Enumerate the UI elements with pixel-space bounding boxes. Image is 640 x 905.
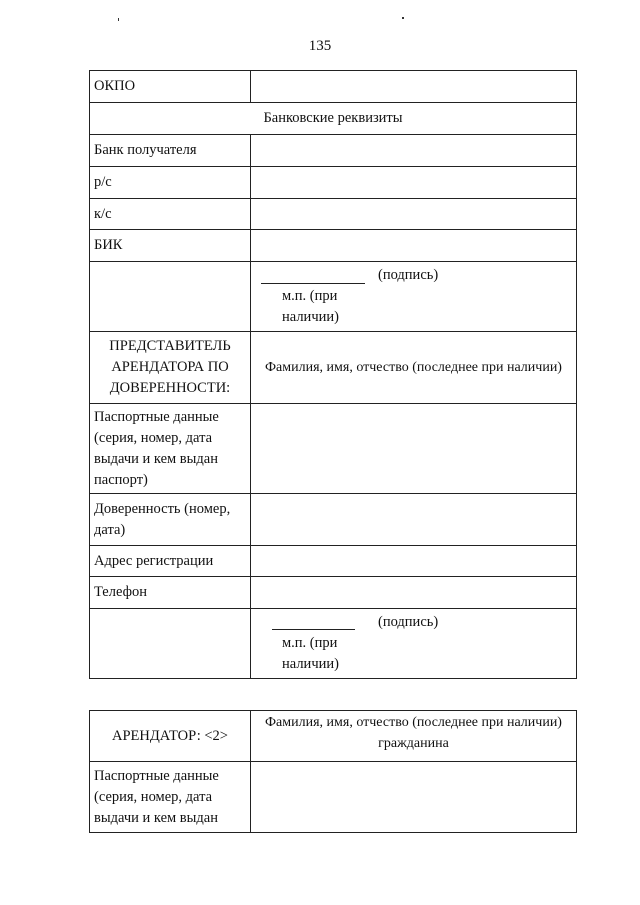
signature-2-cell[interactable]	[251, 609, 577, 679]
passport-label-line: выдачи и кем выдан	[94, 450, 218, 467]
okpo-label: ОКПО	[90, 71, 251, 103]
table-row	[90, 199, 577, 230]
settlement-account-label: р/с	[90, 167, 251, 199]
landlord-representative-table	[89, 70, 577, 679]
passport-field[interactable]	[251, 404, 577, 494]
signature-2-stamp	[282, 633, 339, 675]
tenant-passport-line: (серия, номер, дата	[94, 789, 213, 805]
table-row	[90, 711, 577, 762]
power-of-attorney-field[interactable]	[251, 494, 577, 546]
tenant-table	[89, 710, 577, 833]
power-of-attorney-line: Доверенность (номер,	[94, 500, 231, 517]
correspondent-account-label: к/с	[90, 199, 251, 230]
table-row	[90, 262, 577, 332]
table-row	[90, 71, 577, 103]
representative-label-line: АРЕНДАТОРА ПО	[111, 359, 229, 375]
table-row	[90, 609, 577, 679]
representative-name-field[interactable]: Фамилия, имя, отчество (последнее при наличии)	[251, 332, 577, 404]
signature-2-empty-cell	[90, 609, 251, 679]
table-row	[90, 404, 577, 494]
table-row	[90, 230, 577, 262]
signature-1-label: (подпись)	[378, 267, 439, 283]
settlement-account-field[interactable]	[251, 167, 577, 199]
signature-1-cell[interactable]	[251, 262, 577, 332]
bank-name-label: Банк получателя	[90, 135, 251, 167]
okpo-field[interactable]	[251, 71, 577, 103]
table-row	[90, 762, 577, 833]
signature-2-label: (подпись)	[378, 614, 439, 630]
passport-label-line: (серия, номер, дата	[94, 429, 213, 446]
table-row	[90, 332, 577, 404]
table-row	[90, 546, 577, 577]
representative-label-line: ПРЕДСТАВИТЕЛЬ	[109, 338, 231, 354]
signature-1-stamp	[282, 286, 339, 328]
signature-1-empty-cell	[90, 262, 251, 332]
stamp-line: наличии)	[282, 309, 339, 325]
phone-field[interactable]	[251, 577, 577, 609]
tenant-passport-line: выдачи и кем выдан	[94, 810, 218, 826]
power-of-attorney-line: дата)	[94, 521, 126, 538]
passport-label	[90, 404, 251, 494]
stamp-line: м.п. (при	[282, 635, 338, 651]
bank-name-field[interactable]	[251, 135, 577, 167]
tenant-name-field[interactable]	[251, 711, 577, 762]
table-row	[90, 577, 577, 609]
scan-speck	[402, 17, 404, 19]
tenant-name-line: Фамилия, имя, отчество (последнее при наличии)	[265, 715, 562, 730]
correspondent-account-field[interactable]	[251, 199, 577, 230]
page-number: 135	[308, 38, 332, 54]
passport-label-line: паспорт)	[94, 471, 148, 488]
signature-1-line	[261, 283, 365, 284]
registration-address-field[interactable]	[251, 546, 577, 577]
registration-address-label: Адрес регистрации	[90, 546, 251, 577]
table-row	[90, 135, 577, 167]
table-row	[90, 494, 577, 546]
tenant-name-line: гражданина	[378, 736, 449, 751]
signature-2-line	[272, 629, 355, 630]
table-row	[90, 103, 577, 135]
passport-label-line: Паспортные данные	[94, 408, 219, 425]
tenant-passport-field[interactable]	[251, 762, 577, 833]
stamp-line: м.п. (при	[282, 288, 338, 304]
scan-speck	[118, 18, 119, 21]
bik-label: БИК	[90, 230, 251, 262]
tenant-label: АРЕНДАТОР: <2>	[90, 711, 251, 762]
bik-field[interactable]	[251, 230, 577, 262]
tenant-passport-label	[90, 762, 251, 833]
bank-details-header: Банковские реквизиты	[90, 103, 577, 135]
phone-label: Телефон	[90, 577, 251, 609]
representative-label	[90, 332, 251, 404]
tenant-passport-line: Паспортные данные	[94, 768, 219, 784]
stamp-line: наличии)	[282, 656, 339, 672]
power-of-attorney-label	[90, 494, 251, 546]
representative-label-line: ДОВЕРЕННОСТИ:	[109, 380, 231, 396]
table-row	[90, 167, 577, 199]
